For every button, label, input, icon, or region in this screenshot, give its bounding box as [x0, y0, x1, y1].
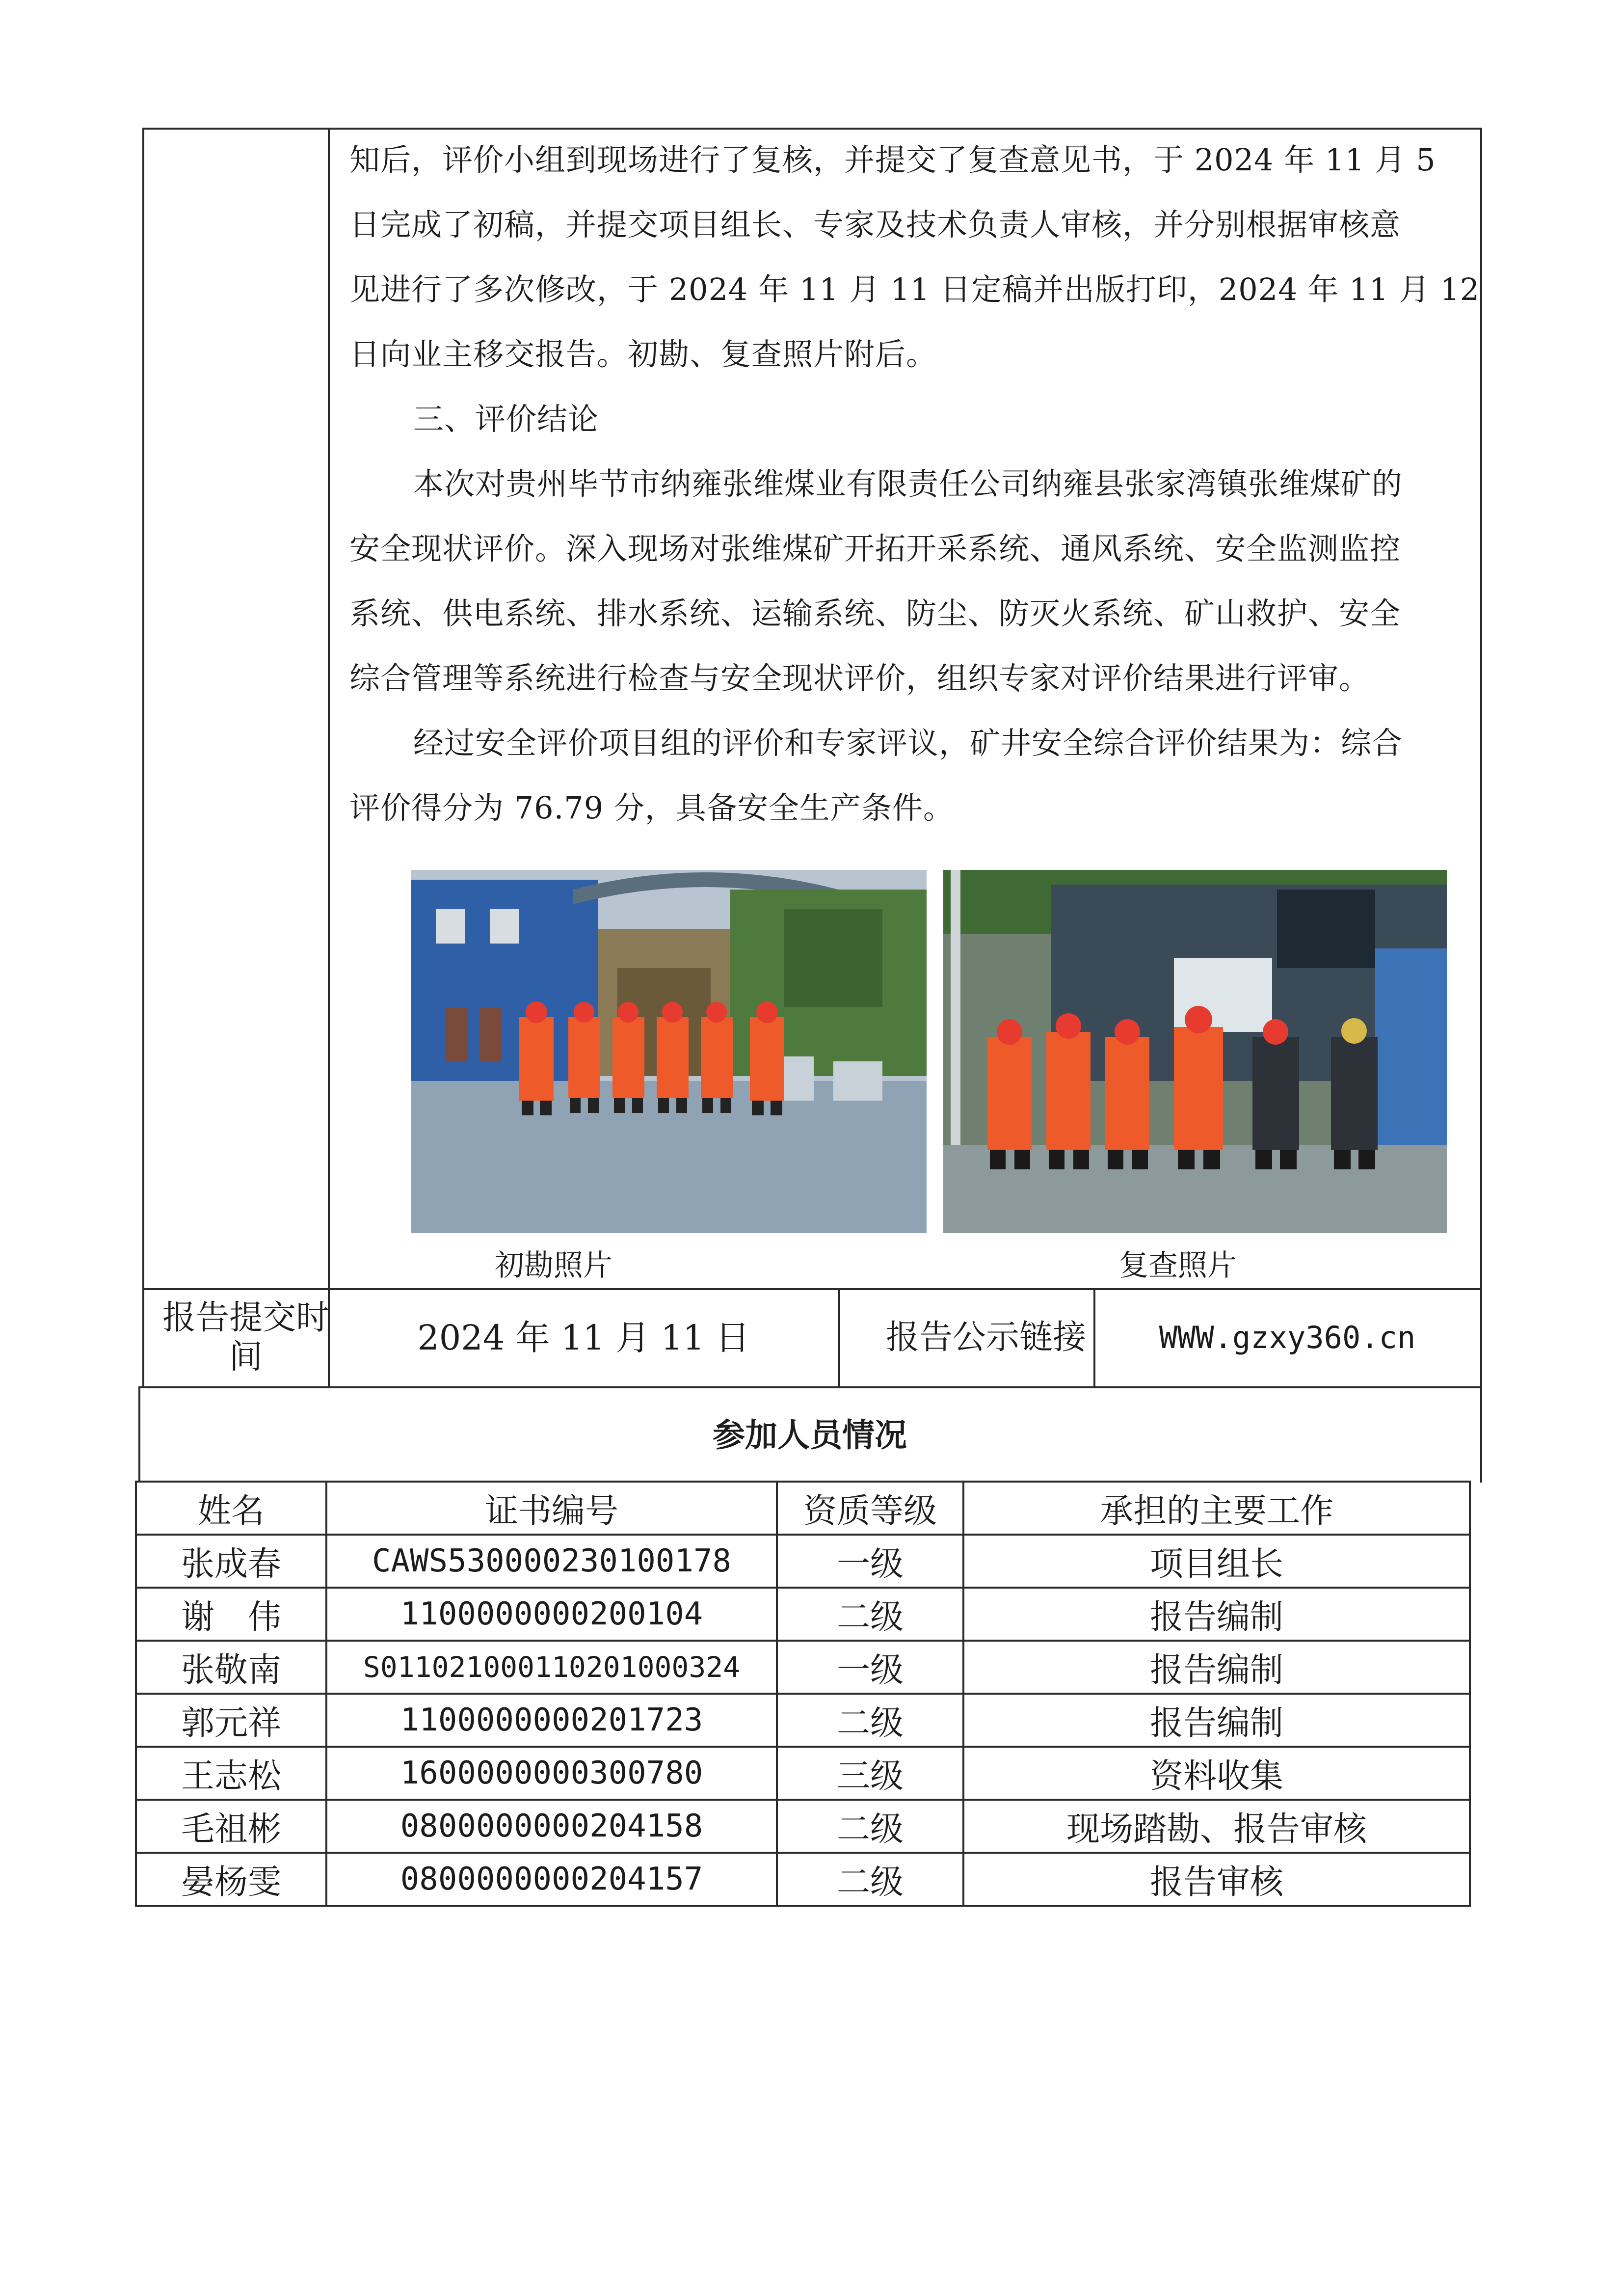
- staff-name: 晏杨雯: [136, 1853, 326, 1906]
- publication-link-label: 报告公示链接: [885, 1318, 1086, 1357]
- column-header: 资质等级: [777, 1482, 963, 1535]
- main-work: 项目组长: [963, 1535, 1470, 1588]
- main-work: 报告编制: [963, 1641, 1470, 1694]
- certificate-number: 1100000000200104: [326, 1588, 777, 1641]
- main-work: 报告编制: [963, 1694, 1470, 1747]
- certificate-number: 1100000000201723: [326, 1694, 777, 1747]
- table-header-row: [136, 1482, 1470, 1535]
- text-line: 经过安全评价项目组的评价和专家评议，矿井安全综合评价结果为：综合: [413, 725, 1403, 761]
- certificate-number: CAWS530000230100178: [326, 1535, 777, 1588]
- review-caption: 复查照片: [1119, 1248, 1237, 1283]
- conclusion-heading: 三、评价结论: [413, 401, 599, 437]
- qualification-level: 二级: [777, 1853, 963, 1906]
- initial-survey-caption: 初勘照片: [495, 1248, 612, 1283]
- certificate-number: S011021000110201000324: [326, 1641, 777, 1694]
- text-line: 日完成了初稿，并提交项目组长、专家及技术负责人审核，并分别根据审核意: [349, 207, 1401, 243]
- text-line: 见进行了多次修改，于 2024 年 11 月 11 日定稿并出版打印，2024 年 11 月 12: [349, 271, 1480, 307]
- table-row: [136, 1853, 1470, 1906]
- certificate-number: 1600000000300780: [326, 1747, 777, 1800]
- qualification-level: 二级: [777, 1694, 963, 1747]
- staff-name: 张敬南: [136, 1641, 326, 1694]
- main-work: 报告编制: [963, 1588, 1470, 1641]
- qualification-level: 一级: [777, 1535, 963, 1588]
- text-line: 安全现状评价。深入现场对张维煤矿开拓开采系统、通风系统、安全监测监控: [349, 531, 1401, 567]
- qualification-level: 二级: [777, 1800, 963, 1853]
- staff-name: 王志松: [136, 1747, 326, 1800]
- text-line: 知后，评价小组到现场进行了复核，并提交了复查意见书，于 2024 年 11 月 5: [349, 142, 1436, 178]
- text-line: 综合管理等系统进行检查与安全现状评价，组织专家对评价结果进行评审。: [349, 660, 1370, 696]
- text-line: 评价得分为 76.79 分，具备安全生产条件。: [349, 790, 954, 826]
- review-photo: [943, 870, 1447, 1233]
- staff-name: 郭元祥: [136, 1694, 326, 1747]
- table-row: [136, 1694, 1470, 1747]
- staff-name: 张成春: [136, 1535, 326, 1588]
- table-row: [136, 1747, 1470, 1800]
- table-row: [136, 1588, 1470, 1641]
- main-work: 现场踏勘、报告审核: [963, 1800, 1470, 1853]
- evaluation-text: [349, 128, 1480, 840]
- qualification-level: 三级: [777, 1747, 963, 1800]
- text-line: 系统、供电系统、排水系统、运输系统、防尘、防灭火系统、矿山救护、安全: [349, 595, 1401, 631]
- column-header: 承担的主要工作: [963, 1482, 1470, 1535]
- table-row: [136, 1800, 1470, 1853]
- certificate-number: 0800000000204157: [326, 1853, 777, 1906]
- certificate-number: 0800000000204158: [326, 1800, 777, 1853]
- qualification-level: 二级: [777, 1588, 963, 1641]
- staff-table: [135, 1481, 1471, 1907]
- text-line: 日向业主移交报告。初勘、复查照片附后。: [349, 336, 937, 372]
- staff-name: 谢 伟: [136, 1588, 326, 1641]
- column-header: 姓名: [136, 1482, 326, 1535]
- text-line: 本次对贵州毕节市纳雍张维煤业有限责任公司纳雍县张家湾镇张维煤矿的: [413, 466, 1403, 502]
- main-work: 报告审核: [963, 1853, 1470, 1906]
- qualification-level: 一级: [777, 1641, 963, 1694]
- staff-section-title: 参加人员情况: [713, 1416, 907, 1454]
- staff-name: 毛祖彬: [136, 1800, 326, 1853]
- table-row: [136, 1535, 1470, 1588]
- main-work: 资料收集: [963, 1747, 1470, 1800]
- publication-link-value[interactable]: WWW.gzxy360.cn: [1159, 1320, 1416, 1355]
- table-row: [136, 1641, 1470, 1694]
- submission-time-value: 2024 年 11 月 11 日: [417, 1318, 750, 1358]
- column-header: 证书编号: [326, 1482, 777, 1535]
- initial-survey-photo: [411, 870, 927, 1233]
- submission-time-label: 报告提交时间: [162, 1298, 329, 1377]
